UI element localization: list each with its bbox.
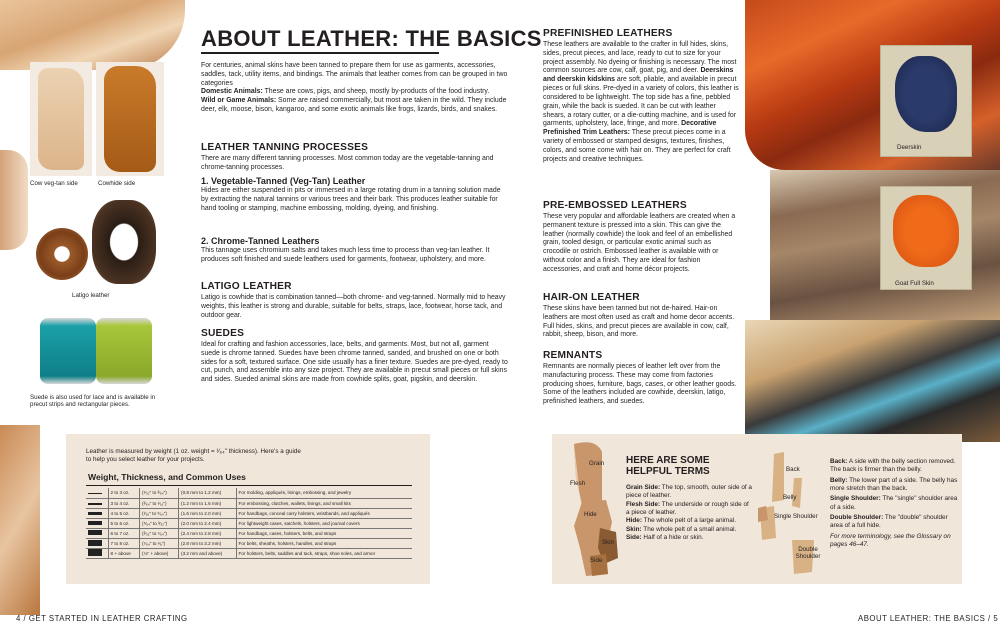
chrome-tanned-text: This tannage uses chromium salts and takes much less time to process than veg-tan leather. It produces soft finished and suede leathers used for garments, footwear, upholstery, and more. (201, 247, 490, 263)
thickness-swatch (88, 530, 102, 535)
term-back (830, 458, 958, 475)
weight-cell-oz: 3 to 4 oz. (108, 498, 140, 508)
cowhide-side-photo (96, 62, 164, 176)
term-skin-text: The whole pelt of a small animal. (641, 525, 737, 533)
terms-title-line1: HERE ARE SOME (626, 455, 710, 466)
caption-cowhide-side: Cowhide side (98, 180, 136, 187)
right-footer: ABOUT LEATHER: THE BASICS / 5 (858, 614, 999, 623)
term-side-label: Side: (626, 533, 642, 541)
prefinished-heading: PREFINISHED LEATHERS (543, 28, 673, 39)
hair-on-text: These skins have been tanned but not de-haired. Hair-on leathers are most often used as craft and home decor accents. Full hides, skins, and precut pieces are available in cow, calf, rabbit, sheep, bison, and more. (543, 305, 735, 339)
term-skin (626, 526, 752, 534)
caption-goat-full-skin: Goat Full Skin (895, 280, 934, 287)
latigo-heading: LATIGO LEATHER (201, 281, 292, 292)
tanning-heading: LEATHER TANNING PROCESSES (201, 142, 369, 153)
left-footer: 4 / GET STARTED IN LEATHER CRAFTING (16, 614, 188, 623)
thickness-swatch (88, 540, 102, 546)
leather-edge-left-photo (0, 150, 28, 250)
diagram-label-grain: Grain (589, 460, 605, 467)
term-side-text: Half of a hide or skin. (641, 533, 704, 541)
weight-cell-oz: 7 to 8 oz. (108, 538, 140, 548)
diagram-label-double-shoulder: Double Shoulder (795, 546, 821, 560)
weight-guide-box (66, 434, 430, 584)
weight-table-row (86, 528, 412, 538)
page-title: ABOUT LEATHER: THE BASICS (201, 26, 542, 51)
latigo-lace-spool-photo (36, 228, 88, 280)
deerskin-label: Deerskins and deerskin kidskins (543, 67, 734, 84)
weight-cell-mm: (2.0 mm to 2.4 mm) (179, 518, 236, 528)
latigo-text: Latigo is cowhide that is combination tanned—both chrome- and veg-tanned. Normally mid to heavy weights, this leather is strong and durable, suitable for belts, straps, lace, footwear, horse tack, and outdoor gear. (201, 294, 506, 319)
weight-cell-inch: (⁵⁄₆₄" to ³⁄₃₂") (140, 518, 179, 528)
leather-stack-bottom-left-photo (0, 425, 40, 615)
thickness-swatch (88, 503, 102, 505)
term-flesh-label: Flesh Side: (626, 500, 661, 508)
weight-table-row (86, 508, 412, 518)
domestic-label: Domestic Animals: (201, 88, 263, 96)
thickness-swatch (88, 521, 102, 525)
terms-title (626, 456, 710, 477)
veg-tan-text: Hides are either suspended in pits or immersed in a large rotating drum in a tanning solution made by extracting the natural tannins or various trees and their bark. This produces leather suitable for hand tooling or stamping, machine embossing, molding, dyeing, and finishing. (201, 187, 501, 212)
term-double-shoulder (830, 514, 958, 531)
weight-swatch-cell (86, 508, 108, 518)
term-belly-text: The lower part of a side. The belly has more stretch than the back. (830, 476, 958, 492)
weight-swatch-cell (86, 548, 108, 558)
thickness-swatch (88, 549, 102, 556)
weight-table-row (86, 538, 412, 548)
weight-cell-mm: (3.2 mm and above) (179, 548, 236, 558)
suedes-text: Ideal for crafting and fashion accessories, lace, belts, and garments. Most, but not all, garment suede is chrome tanned. Suedes have been chrome tanned, sanded, and brushed on one or both sides for a soft, textured surface. One side usually has a finer texture. Suedes are pre-dyed, ready to cut, punch, and assemble into any size project. They are available in precut small pieces or full skins and sides. Sueded animal skins are made from cowhide splits, goat, pigskin, and deerskin. (201, 341, 508, 384)
prefinished-paragraph (543, 41, 739, 165)
weight-table-row (86, 488, 412, 498)
weight-cell-use: For holsters, belts, saddles and tack, straps, shoe soles, and armor (236, 548, 412, 558)
remnants-heading: REMNANTS (543, 350, 603, 361)
weight-cell-oz: 6 to 7 oz. (108, 528, 140, 538)
weight-cell-use: For handbags, conceal carry holsters, wristbands, and appliqués (236, 508, 412, 518)
terms-left-column (626, 484, 752, 542)
hide-skin-side-illustration (572, 498, 622, 578)
weight-cell-oz: 4 to 5 oz. (108, 508, 140, 518)
diagram-label-back: Back (786, 466, 800, 473)
thickness-swatch (88, 512, 102, 515)
weight-cell-mm: (1.6 mm to 2.0 mm) (179, 508, 236, 518)
terms-title-line2: HELPFUL TERMS (626, 465, 710, 477)
trim-label: Decorative Prefinished Trim Leathers: (543, 120, 717, 137)
term-belly-label: Belly: (830, 476, 848, 484)
weight-table-row (86, 548, 412, 558)
hair-on-heading: HAIR-ON LEATHER (543, 292, 640, 303)
term-grain-text: The top, smooth, outer side of a piece of leather. (626, 484, 752, 500)
term-grain-label: Grain Side: (626, 484, 661, 491)
veg-tan-heading: 1. Vegetable-Tanned (Veg-Tan) Leather (201, 176, 366, 186)
weight-cell-oz: 5 to 6 oz. (108, 518, 140, 528)
weight-swatch-cell (86, 538, 108, 548)
cow-veg-tan-side-photo (30, 62, 92, 176)
caption-deerskin: Deerskin (897, 144, 922, 151)
term-back-label: Back: (830, 458, 848, 465)
term-double-shoulder-text: The "double" shoulder area of a full hide. (830, 513, 948, 530)
weight-cell-oz: 2 to 3 oz. (108, 488, 140, 498)
teal-suede-lace-spool-photo (40, 318, 96, 384)
weight-swatch-cell (86, 488, 108, 498)
weight-cell-mm: (2.8 mm to 3.2 mm) (179, 538, 236, 548)
term-double-shoulder-label: Double Shoulder: (830, 513, 884, 521)
diagram-label-single-shoulder: Single Shoulder (774, 513, 818, 520)
weight-swatch-cell (86, 518, 108, 528)
term-single-shoulder-label: Single Shoulder: (830, 495, 881, 503)
green-suede-lace-spool-photo (96, 318, 152, 384)
title-underline (201, 52, 439, 54)
tanning-text: There are many different tanning processes. Most common today are the vegetable-tanning and chrome-tanning processes. (201, 155, 494, 171)
weight-swatch-cell (86, 528, 108, 538)
weight-table-row (86, 498, 412, 508)
intro-text: For centuries, animal skins have been tanned to prepare them for use as garments, accessories, saddles, tack, utility items, and bindings. The animals that leather comes from can be grouped in two categories (201, 62, 508, 87)
weight-cell-mm: (2.4 mm to 2.8 mm) (179, 528, 236, 538)
term-hide-text: The whole pelt of a large animal. (641, 517, 737, 525)
intro-paragraph (201, 62, 509, 115)
caption-cow-veg-tan-side: Cow veg-tan side (30, 180, 78, 187)
weight-cell-use: For embossing, clutches, wallets, linings, and small kits (236, 498, 412, 508)
diagram-label-hide: Hide (584, 511, 597, 518)
weight-table (86, 488, 412, 559)
prefinished-text: These leathers are available to the crafter in full hides, skins, sides, precut pieces, and lace, ready to cut to size for your project assembly. No dyeing or finishing is necessary. The most common sources are cow, calf, goat, pig, and deer. (543, 41, 737, 75)
weight-guide-intro: Leather is measured by weight (1 oz. weight = ¹⁄₆₄" thickness). Here's a guide to help you select leather for your projects. (86, 448, 301, 464)
weight-cell-mm: (1.2 mm to 1.6 mm) (179, 498, 236, 508)
pre-embossed-text: These very popular and affordable leathers are created when a permanent texture is pressed into a skin. This can give the leather (normally cowhide) the look and feel of an embellished grain, tooled design, or particular exotic animal such as crocodile or ostrich. Embossed leather is available with or without color and a finish. They are ideal for fashion accessories, and craft and home décor projects. (543, 213, 736, 273)
weight-cell-inch: (³⁄₃₂" to ⁷⁄₆₄") (140, 528, 179, 538)
weight-cell-inch: (¹⁄₁₆" to ⁵⁄₆₄") (140, 508, 179, 518)
hair-on-and-rolled-leather-photo (745, 320, 1000, 442)
weight-cell-inch: (¹⁄₃₂" to ³⁄₆₄") (140, 488, 179, 498)
weight-cell-inch: (⅛" + above) (140, 548, 179, 558)
weight-cell-inch: (⁷⁄₆₄" to ¹⁄₈") (140, 538, 179, 548)
deerskin-sample-photo (880, 45, 972, 157)
diagram-label-skin: Skin (602, 539, 615, 546)
pre-embossed-heading: PRE-EMBOSSED LEATHERS (543, 200, 687, 211)
term-side (626, 534, 752, 542)
caption-latigo-leather: Latigo leather (72, 292, 110, 299)
helpful-terms-box (552, 434, 962, 584)
wild-text: Some are raised commercially, but most are taken in the wild. They include deer, elk, moose, bison, kangaroo, and some exotic animals like frogs, lizards, birds, and snakes. (201, 97, 507, 114)
thickness-swatch (88, 493, 102, 494)
latigo-belt-roll-photo (92, 200, 156, 284)
term-flesh (626, 501, 752, 518)
weight-cell-use: For belts, sheaths, holsters, handles, and straps (236, 538, 412, 548)
goat-full-skin-sample-photo (880, 186, 972, 290)
caption-suede-lace: Suede is also used for lace and is available in precut strips and rectangular pieces. (30, 394, 156, 409)
terms-right-column (830, 458, 958, 549)
term-single-shoulder-text: The "single" shoulder area of a side. (830, 495, 958, 511)
weight-table-row (86, 518, 412, 528)
weight-swatch-cell (86, 498, 108, 508)
term-back-text: A side with the belly section removed. The back is firmer than the belly. (830, 458, 956, 474)
term-hide (626, 517, 752, 525)
diagram-label-belly: Belly (783, 494, 797, 501)
term-single-shoulder (830, 495, 958, 512)
term-flesh-text: The underside or rough side of a piece of leather. (626, 500, 749, 516)
leather-rolls-top-left-photo (0, 0, 185, 70)
glossary-reference: For more terminology, see the Glossary on pages 46–47. (830, 532, 951, 548)
term-skin-label: Skin: (626, 525, 642, 533)
wild-label: Wild or Game Animals: (201, 97, 277, 105)
deerskin-text: are soft, pliable, and available in precut pieces or full skins. Pre-dyed in a variety of colors, this leather is considered to be lightweight. The top side has a fine, pebbled grain, while the back is sueded. It can be cut with leather shears, a rotary cutter, or a die-cutting machine, and is used for garments, upholstery, lace, fringe, and more. (543, 76, 739, 128)
term-belly (830, 477, 958, 494)
trim-text: These precut pieces come in a variety of embossed or stamped designs, textures, finishes, colors, and some come with hair on. They are perfect for craft projects and creative techniques. (543, 129, 731, 163)
weight-cell-use: For molding, appliqués, linings, embossing, and jewelry (236, 488, 412, 498)
weight-cell-mm: (0.8 mm to 1.2 mm) (179, 488, 236, 498)
weight-cell-inch: (³⁄₆₄" to ¹⁄₁₆") (140, 498, 179, 508)
chrome-tanned-heading: 2. Chrome-Tanned Leathers (201, 236, 320, 246)
suedes-heading: SUEDES (201, 328, 245, 339)
weight-cell-oz: 8 + above (108, 548, 140, 558)
weight-table-title: Weight, Thickness, and Common Uses (88, 472, 246, 482)
term-hide-label: Hide: (626, 517, 642, 525)
term-grain (626, 484, 752, 501)
diagram-label-side: Side (590, 557, 603, 564)
remnants-text: Remnants are normally pieces of leather left over from the manufacturing process. These may come from factories producing shoes, furniture, bags, cases, or other leather goods. Some of the leathers included are cowhide, deerskin, latigo, prefinished leathers, and suedes. (543, 363, 737, 406)
weight-table-title-rule (86, 485, 412, 486)
domestic-text: These are cows, pigs, and sheep, mostly by-products of the food industry. (262, 88, 490, 96)
weight-cell-use: For handbags, cases, holsters, belts, and straps (236, 528, 412, 538)
weight-cell-use: For lightweight cases, satchels, holsters, and journal covers (236, 518, 412, 528)
diagram-label-flesh: Flesh (570, 480, 586, 487)
